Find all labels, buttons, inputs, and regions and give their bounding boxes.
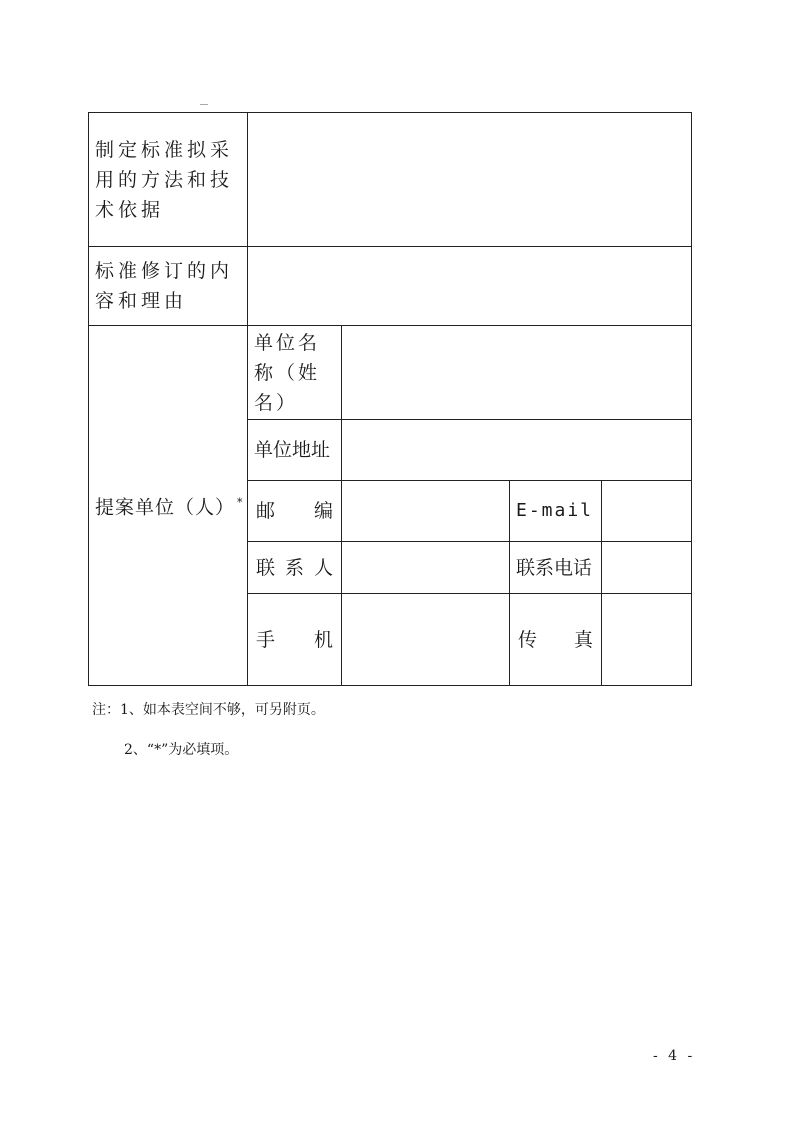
contact-char-3: 人 (313, 556, 333, 579)
revision-field[interactable] (248, 247, 692, 326)
contact-phone-label: 联系电话 (510, 542, 602, 594)
mobile-label-cell (248, 594, 342, 686)
method-basis-field[interactable] (248, 113, 692, 247)
mobile-char-1: 手 (256, 628, 276, 651)
fax-label-cell (510, 594, 602, 686)
scan-mark (200, 104, 208, 105)
mobile-field[interactable] (342, 594, 510, 686)
method-basis-label: 制定标准拟采用的方法和技术依据 (89, 113, 248, 247)
contact-field[interactable] (342, 542, 510, 594)
note-line-2: 2、“*”为必填项。 (124, 742, 239, 758)
unit-name-field[interactable] (342, 326, 692, 420)
unit-address-field[interactable] (342, 420, 692, 481)
form-notes (92, 700, 325, 760)
unit-address-label: 单位地址 (248, 420, 342, 481)
fax-field[interactable] (602, 594, 692, 686)
method-basis-row (89, 113, 692, 247)
page-number: - 4 - (653, 1048, 696, 1064)
revision-label: 标准修订的内容和理由 (89, 247, 248, 326)
contact-char-2: 系 (284, 556, 304, 579)
email-field[interactable] (602, 481, 692, 542)
postcode-char-1: 邮 (256, 500, 276, 522)
unit-name-row (89, 326, 692, 420)
note-line-1: 注：1、如本表空间不够，可另附页。 (92, 702, 325, 718)
postcode-field[interactable] (342, 481, 510, 542)
contact-phone-field[interactable] (602, 542, 692, 594)
unit-name-label: 单位名称（姓名） (248, 326, 342, 420)
fax-char-2: 真 (573, 628, 593, 651)
email-label: E-mail (510, 481, 602, 542)
contact-label-cell (248, 542, 342, 594)
postcode-label-cell (248, 481, 342, 542)
fax-char-1: 传 (518, 628, 538, 651)
revision-row (89, 247, 692, 326)
mobile-char-2: 机 (313, 628, 333, 651)
proposer-label: 提案单位（人） (95, 496, 236, 519)
postcode-char-2: 编 (313, 500, 333, 522)
required-star: * (237, 496, 244, 510)
contact-char-1: 联 (256, 556, 276, 579)
proposal-form-table (88, 112, 692, 686)
proposer-label-cell (89, 326, 248, 686)
